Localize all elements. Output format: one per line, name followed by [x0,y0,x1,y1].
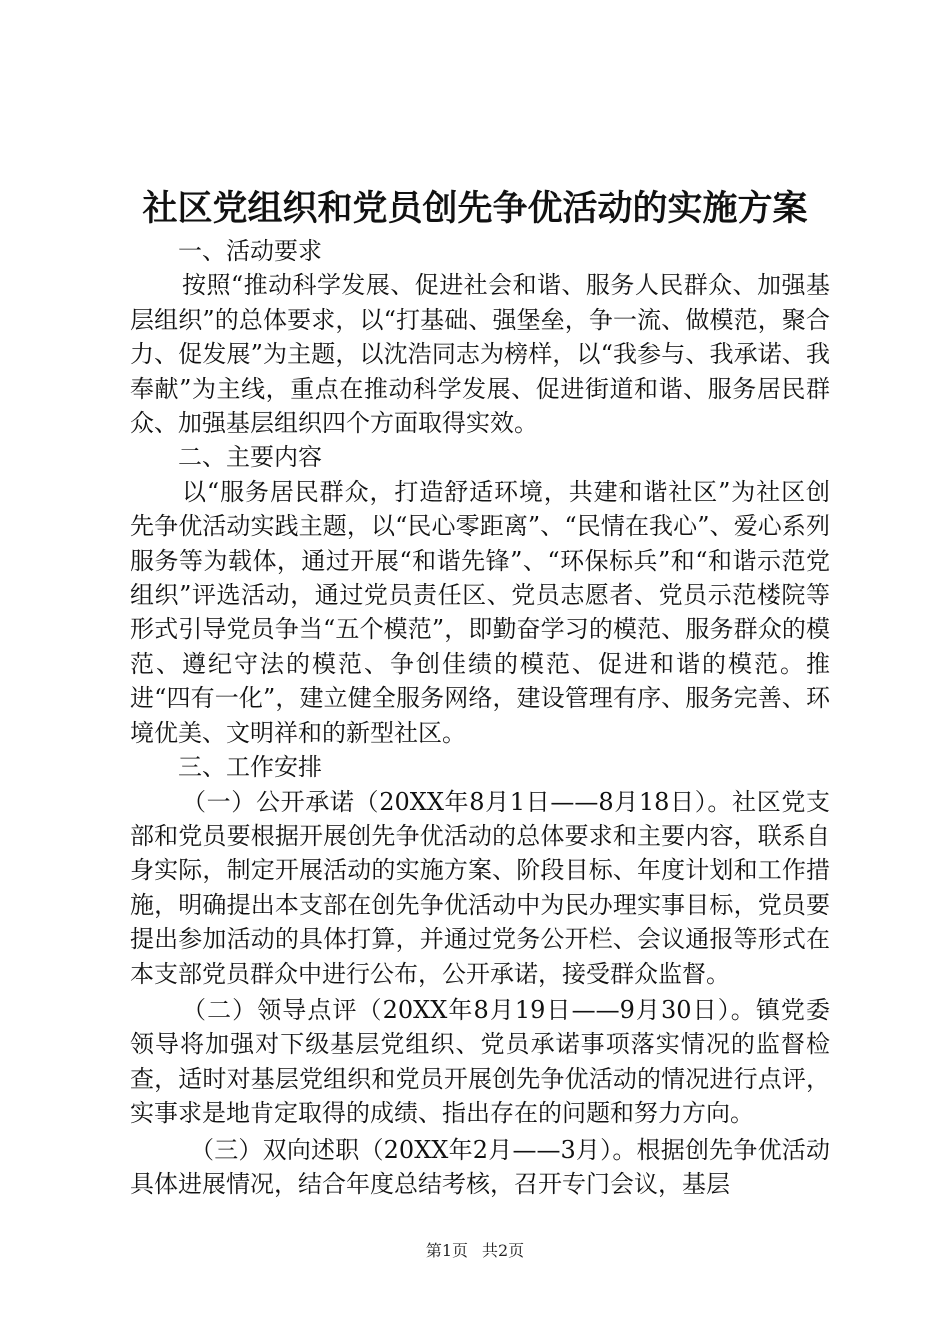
paragraph-public-commitment: （一）公开承诺（20XX年8月1日——8月18日）。社区党支部和党员要根据开展创先争优活动的总体要求和主要内容，联系自身实际，制定开展活动的实施方案、阶段目标、年度计划和工作措施，明确提出本支部在创先争优活动中为民办理实事目标，党员要提出参加活动的具体打算，并通过党务公开栏、会议通报等形式在本支部党员群众中进行公布，公开承诺，接受群众监督。 [130,787,830,988]
paragraph-leader-review: （二）领导点评（20XX年8月19日——9月30日）。镇党委领导将加强对下级基层党组织、党员承诺事项落实情况的监督检查，适时对基层党组织和党员开展创先争优活动的情况进行点评，实事求是地肯定取得的成绩、指出存在的问题和努力方向。 [130,995,830,1128]
paragraph-two-way-report: （三）双向述职（20XX年2月——3月）。根据创先争优活动具体进展情况，结合年度总结考核，召开专门会议，基层 [130,1135,830,1198]
page-footer [0,1240,950,1262]
paragraph-content: 以“服务居民群众，打造舒适环境，共建和谐社区”为社区创先争优活动实践主题，以“民心零距离”、“民情在我心”、爱心系列服务等为载体，通过开展“和谐先锋”、“环保标兵”和“和谐示范党组织”评选活动，通过党员责任区、党员志愿者、党员示范楼院等形式引导党员争当“五个模范”，即勤奋学习的模范、服务群众的模范、遵纪守法的模范、争创佳绩的模范、促进和谐的模范。推进“四有一化”，建立健全服务网络，建设管理有序、服务完善、环境优美、文明祥和的新型社区。 [130,477,830,747]
page-number-current: 第1页 [425,1241,468,1260]
document-body [130,234,830,1201]
paragraph-requirements: 按照“推动科学发展、促进社会和谐、服务人民群众、加强基层组织”的总体要求，以“打基础、强堡垒，争一流、做模范，聚合力、促发展”为主题，以沈浩同志为榜样，以“我参与、我承诺、我奉献”为主线，重点在推动科学发展、促进街道和谐、服务居民群众、加强基层组织四个方面取得实效。 [130,271,830,438]
section-heading-arrangement: 三、工作安排 [178,753,322,782]
section-heading-requirements: 一、活动要求 [178,237,322,265]
section-heading-content: 二、主要内容 [178,443,322,472]
document-title: 社区党组织和党员创先争优活动的实施方案 [142,188,808,229]
page-number-total: 共2页 [482,1241,525,1260]
